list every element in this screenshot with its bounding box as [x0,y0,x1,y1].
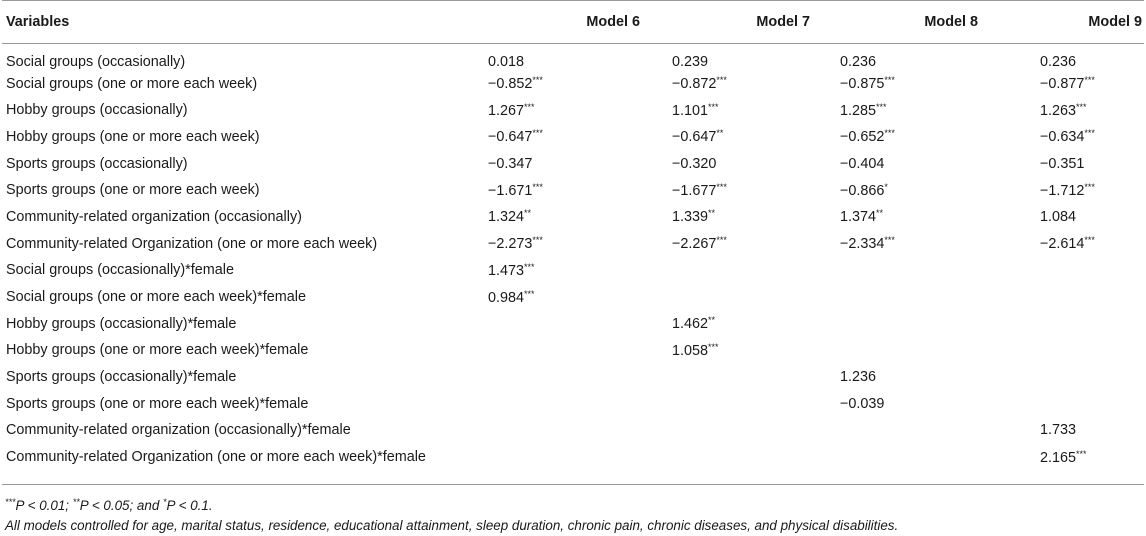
controls-note: All models controlled for age, marital status, residence, educational attainment, sleep duration, chronic pain, chronic diseases, and physical disabilities. [5,518,899,533]
cell-model-8 [812,310,980,337]
table-row [2,70,1144,97]
cell-model-9 [980,124,1144,151]
coefficient-value: 1.267*** [488,101,535,119]
coefficient-value: −0.039 [840,395,885,412]
cell-model-8 [812,177,980,204]
table-bottom-rule [2,484,1144,485]
cell-model-7 [642,284,812,311]
header-model-6: Model 6 [472,1,642,44]
cell-model-9 [980,444,1144,471]
cell-model-8 [812,390,980,417]
cell-model-9 [980,70,1144,97]
cell-model-8 [812,364,980,391]
coefficient-value: −0.872*** [672,75,727,93]
cell-model-8 [812,124,980,151]
table-header [2,1,1144,44]
cell-model-7 [642,44,812,71]
cell-model-7 [642,150,812,177]
coefficient-value: −0.647*** [488,128,543,146]
row-variable-label: Sports groups (one or more each week)*female [6,395,309,412]
row-variable-label: Community-related Organization (one or more each week)*female [6,449,426,466]
cell-model-9 [980,417,1144,444]
cell-model-8 [812,444,980,471]
coefficient-value: −0.875*** [840,75,895,93]
coefficient-value: 1.733 [1040,422,1077,439]
row-variable-label: Sports groups (occasionally) [6,155,188,172]
cell-model-8 [812,150,980,177]
coefficient-value: −0.320 [672,155,717,172]
row-variable-label: Social groups (occasionally)*female [6,262,234,279]
row-variable-label: Hobby groups (occasionally)*female [6,315,237,332]
cell-model-6 [472,364,642,391]
cell-model-8 [812,70,980,97]
cell-model-6 [472,150,642,177]
coefficient-value: 1.101*** [672,101,719,119]
coefficient-value: −2.267*** [672,235,727,253]
row-variable-label: Community-related Organization (one or more each week) [6,235,378,252]
cell-model-9 [980,284,1144,311]
header-model-9: Model 9 [980,1,1144,44]
cell-model-7 [642,257,812,284]
header-variables: Variables [2,1,472,44]
cell-model-8 [812,97,980,124]
cell-model-6 [472,230,642,257]
cell-model-8 [812,44,980,71]
cell-model-6 [472,284,642,311]
cell-model-6 [472,204,642,231]
cell-model-8 [812,204,980,231]
coefficient-value: 0.236 [1040,54,1077,71]
row-variable-label: Community-related organization (occasionally) [6,208,302,225]
coefficient-value: 2.165*** [1040,448,1087,466]
cell-model-9 [980,177,1144,204]
regression-table [2,0,1144,471]
cell-model-7 [642,310,812,337]
cell-model-6 [472,177,642,204]
cell-model-6 [472,337,642,364]
table-row [2,284,1144,311]
coefficient-value: −0.347 [488,155,533,172]
coefficient-value: −2.273*** [488,235,543,253]
coefficient-value: 1.084 [1040,208,1077,225]
table-row [2,150,1144,177]
cell-model-8 [812,284,980,311]
coefficient-value: 0.239 [672,54,709,71]
cell-model-8 [812,417,980,444]
cell-model-6 [472,257,642,284]
row-variable-label: Social groups (occasionally) [6,54,186,71]
row-variable-label: Sports groups (occasionally)*female [6,369,237,386]
table-row [2,444,1144,471]
cell-model-6 [472,70,642,97]
cell-model-6 [472,417,642,444]
coefficient-value: 1.058*** [672,341,719,359]
coefficient-value: −2.334*** [840,235,895,253]
row-variable-label: Hobby groups (one or more each week)*female [6,342,309,359]
cell-model-9 [980,364,1144,391]
cell-model-9 [980,337,1144,364]
coefficient-value: −0.634*** [1040,128,1095,146]
cell-model-7 [642,230,812,257]
row-variable-label: Sports groups (one or more each week) [6,182,260,199]
row-variable-label: Hobby groups (one or more each week) [6,128,260,145]
cell-model-6 [472,97,642,124]
coefficient-value: −2.614*** [1040,235,1095,253]
cell-model-6 [472,390,642,417]
coefficient-value: −0.647** [672,128,724,146]
coefficient-value: −0.852*** [488,75,543,93]
coefficient-value: −0.351 [1040,155,1085,172]
cell-model-9 [980,97,1144,124]
row-variable-label: Social groups (one or more each week)*female [6,289,306,306]
coefficient-value: 1.462** [672,315,716,333]
coefficient-value: −1.712*** [1040,181,1095,199]
coefficient-value: −0.866* [840,181,888,199]
cell-model-9 [980,390,1144,417]
coefficient-value: 0.236 [840,54,877,71]
coefficient-value: 0.018 [488,54,525,71]
table-row [2,177,1144,204]
table-row [2,417,1144,444]
cell-model-8 [812,257,980,284]
cell-model-8 [812,230,980,257]
coefficient-value: −1.671*** [488,181,543,199]
coefficient-value: 1.339** [672,208,716,226]
cell-model-9 [980,44,1144,71]
table-row [2,124,1144,151]
row-variable-label: Social groups (one or more each week) [6,75,258,92]
cell-model-7 [642,97,812,124]
table-row [2,390,1144,417]
cell-model-9 [980,230,1144,257]
header-row [2,1,1144,44]
header-model-7: Model 7 [642,1,812,44]
coefficient-value: −1.677*** [672,181,727,199]
cell-model-7 [642,390,812,417]
cell-model-9 [980,150,1144,177]
coefficient-value: 0.984*** [488,288,535,306]
cell-model-6 [472,444,642,471]
significance-note: ***P < 0.01; **P < 0.05; and *P < 0.1. [5,497,213,513]
cell-model-7 [642,337,812,364]
cell-model-7 [642,124,812,151]
coefficient-value: 1.285*** [840,101,887,119]
coefficient-value: 1.374** [840,208,884,226]
cell-model-9 [980,204,1144,231]
table-notes [5,492,898,536]
coefficient-value: 1.236 [840,369,877,386]
cell-model-9 [980,310,1144,337]
table-row [2,97,1144,124]
table-row [2,310,1144,337]
table-row [2,257,1144,284]
cell-model-6 [472,44,642,71]
cell-model-6 [472,124,642,151]
row-variable-label: Community-related organization (occasionally)*female [6,422,351,439]
table-body [2,44,1144,471]
coefficient-value: −0.652*** [840,128,895,146]
cell-model-6 [472,310,642,337]
cell-model-7 [642,444,812,471]
header-model-8: Model 8 [812,1,980,44]
cell-model-8 [812,337,980,364]
cell-model-7 [642,364,812,391]
table-row [2,364,1144,391]
table-row [2,337,1144,364]
table-row [2,204,1144,231]
coefficient-value: 1.263*** [1040,101,1087,119]
cell-model-7 [642,177,812,204]
row-variable-label: Hobby groups (occasionally) [6,102,188,119]
table-row [2,44,1144,71]
coefficient-value: −0.877*** [1040,75,1095,93]
cell-model-7 [642,417,812,444]
cell-model-7 [642,70,812,97]
coefficient-value: −0.404 [840,155,885,172]
cell-model-9 [980,257,1144,284]
coefficient-value: 1.473*** [488,261,535,279]
table-row [2,230,1144,257]
coefficient-value: 1.324** [488,208,532,226]
cell-model-7 [642,204,812,231]
